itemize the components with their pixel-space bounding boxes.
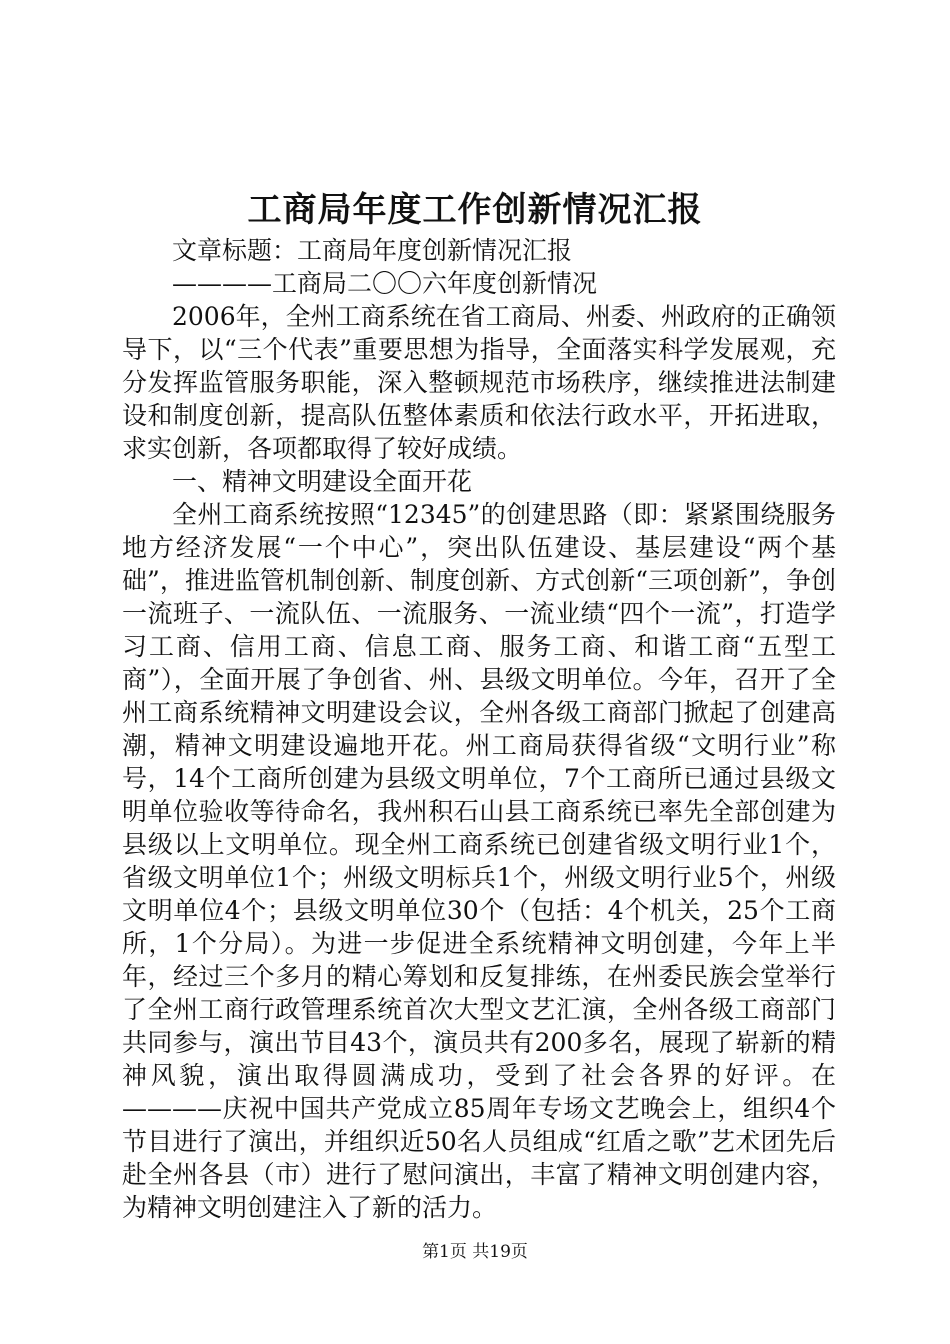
page-number-footer: 第1页 共19页 [422, 1242, 528, 1262]
article-title-line: 文章标题：工商局年度创新情况汇报 [172, 236, 573, 265]
subtitle-line: ————工商局二〇〇六年度创新情况 [172, 269, 598, 298]
document-body [122, 234, 836, 1224]
intro-paragraph: 2006年，全州工商系统在省工商局、州委、州政府的正确领导下，以“三个代表”重要思想为指导，全面落实科学发展观，充分发挥监管服务职能，深入整顿规范市场秩序，继续推进法制建设和制度创新，提高队伍整体素质和依法行政水平，开拓进取，求实创新，各项都取得了较好成绩。 [122, 302, 836, 463]
section-paragraph: 全州工商系统按照“12345”的创建思路（即：紧紧围绕服务地方经济发展“一个中心”，突出队伍建设、基层建设“两个基础”，推进监管机制创新、制度创新、方式创新“三项创新”，争创一流班子、一流队伍、一流服务、一流业绩“四个一流”，打造学习工商、信用工商、信息工商、服务工商、和谐工商“五型工商”），全面开展了争创省、州、县级文明单位。今年，召开了全州工商系统精神文明建设会议，全州各级工商部门掀起了创建高潮，精神文明建设遍地开花。州工商局获得省级“文明行业”称号，14个工商所创建为县级文明单位，7个工商所已通过县级文明单位验收等待命名，我州积石山县工商系统已率先全部创建为县级以上文明单位。现全州工商系统已创建省级文明行业1个，省级文明单位1个；州级文明标兵1个，州级文明行业5个，州级文明单位4个；县级文明单位30个（包括：4个机关，25个工商所，1个分局）。为进一步促进全系统精神文明创建，今年上半年，经过三个多月的精心筹划和反复排练，在州委民族会堂举行了全州工商行政管理系统首次大型文艺汇演，全州各级工商部门共同参与，演出节目43个，演员共有200多名，展现了崭新的精神风貌，演出取得圆满成功，受到了社会各界的好评。在————庆祝中国共产党成立85周年专场文艺晚会上，组织4个节目进行了演出，并组织近50名人员组成“红盾之歌”艺术团先后赴全州各县（市）进行了慰问演出，丰富了精神文明创建内容，为精神文明创建注入了新的活力。 [122, 500, 836, 1222]
document-title: 工商局年度工作创新情况汇报 [247, 190, 703, 230]
section-heading: 一、精神文明建设全面开花 [172, 467, 473, 496]
